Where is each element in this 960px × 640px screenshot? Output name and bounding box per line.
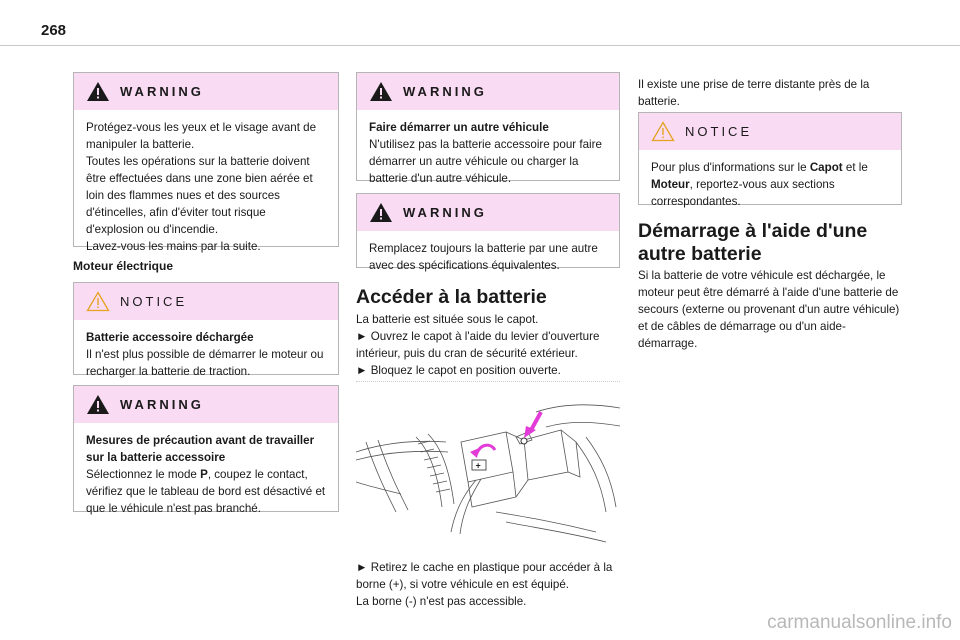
warning-title: Mesures de précaution avant de travailler sur la batterie accessoire (86, 434, 315, 464)
jump-start-text: Si la batterie de votre véhicule est déchargée, le moteur peut être démarré à l'aide d'une batterie de secours (externe ou provenant d'un autre véhicule) et de câbles de démarrage ou d'un aide-démarrage. (638, 269, 900, 350)
watermark: carmanualsonline.info (767, 612, 952, 633)
notice-header (74, 283, 338, 320)
subheading-moteur-electrique: Moteur électrique (73, 259, 174, 273)
warning-label: WARNING (120, 84, 204, 99)
top-rule (0, 45, 960, 46)
notice-box-battery-discharged (73, 282, 339, 378)
warning-label: WARNING (403, 84, 487, 99)
instruction-line: ► Ouvrez le capot à l'aide du levier d'ouverture intérieur, puis du cran de sécurité extérieur. (356, 330, 600, 360)
notice-title: Batterie accessoire déchargée (86, 331, 254, 344)
notice-text: Il n'est plus possible de démarrer le moteur ou recharger la batterie de traction. (86, 348, 324, 378)
access-instructions (356, 311, 622, 379)
warning-header (357, 73, 619, 110)
warning-line: Protégez-vous les yeux et le visage avant de manipuler la batterie. (86, 121, 317, 151)
warning-box-eye-protection (73, 72, 339, 253)
warning-line: Lavez-vous les mains par la suite. (86, 240, 261, 253)
section-title-demarrage-autre-batterie: Démarrage à l'aide d'une autre batterie (638, 220, 868, 265)
notice-label: NOTICE (120, 294, 188, 309)
notice-triangle-icon (86, 291, 110, 312)
warning-box-replace-battery (356, 193, 620, 272)
notice-header (639, 113, 901, 150)
warning-title: Faire démarrer un autre véhicule (369, 121, 549, 134)
notice-triangle-icon (651, 121, 675, 142)
instruction-line: ► Bloquez le capot en position ouverte. (356, 364, 561, 377)
warning-triangle-icon (369, 202, 393, 223)
warning-triangle-icon (86, 394, 110, 415)
notice-label: NOTICE (685, 124, 753, 139)
remove-cover-instructions (356, 559, 622, 610)
battery-under-hood-drawing (356, 382, 620, 554)
notice-text: Pour plus d'informations sur le Capot et le Moteur, reportez-vous aux sections correspondantes. (651, 161, 868, 208)
warning-header (74, 386, 338, 423)
notice-body (74, 320, 338, 390)
warning-triangle-icon (369, 81, 393, 102)
warning-box-precautions (73, 385, 339, 515)
warning-body (357, 110, 619, 197)
page-number: 268 (41, 22, 67, 39)
warning-body (74, 423, 338, 527)
warning-body (357, 231, 619, 284)
instruction-line: La borne (-) n'est pas accessible. (356, 595, 527, 608)
warning-header (357, 194, 619, 231)
instruction-line: La batterie est située sous le capot. (356, 313, 539, 326)
warning-header (74, 73, 338, 110)
warning-box-jump-start-other (356, 72, 620, 185)
battery-illustration (356, 381, 620, 553)
warning-text: N'utilisez pas la batterie accessoire pour faire démarrer un autre véhicule ou charger la batterie d'un autre véhicule. (369, 138, 602, 185)
warning-body (74, 110, 338, 265)
section-title-acceder-batterie: Accéder à la batterie (356, 286, 547, 308)
warning-label: WARNING (120, 397, 204, 412)
warning-text: Remplacez toujours la batterie par une autre avec des spécifications équivalentes. (369, 242, 598, 272)
warning-line: Toutes les opérations sur la batterie doivent être effectuées dans une zone bien aérée et loin des flammes nues et des sources d'étincelles, afin d'éviter tout risque d'explosion ou d'incendie. (86, 155, 313, 236)
instruction-line: ► Retirez le cache en plastique pour accéder à la borne (+), si votre véhicule en est équipé. (356, 561, 613, 591)
notice-body (639, 150, 901, 220)
warning-text: Sélectionnez le mode P, coupez le contact, vérifiez que le tableau de bord est désactivé et que le véhicule n'est pas branché. (86, 468, 326, 515)
warning-triangle-icon (86, 81, 110, 102)
ground-point-text: Il existe une prise de terre distante près de la batterie. (638, 78, 870, 108)
notice-box-capot-moteur (638, 112, 902, 208)
warning-label: WARNING (403, 205, 487, 220)
svg-text:+: + (475, 460, 481, 471)
